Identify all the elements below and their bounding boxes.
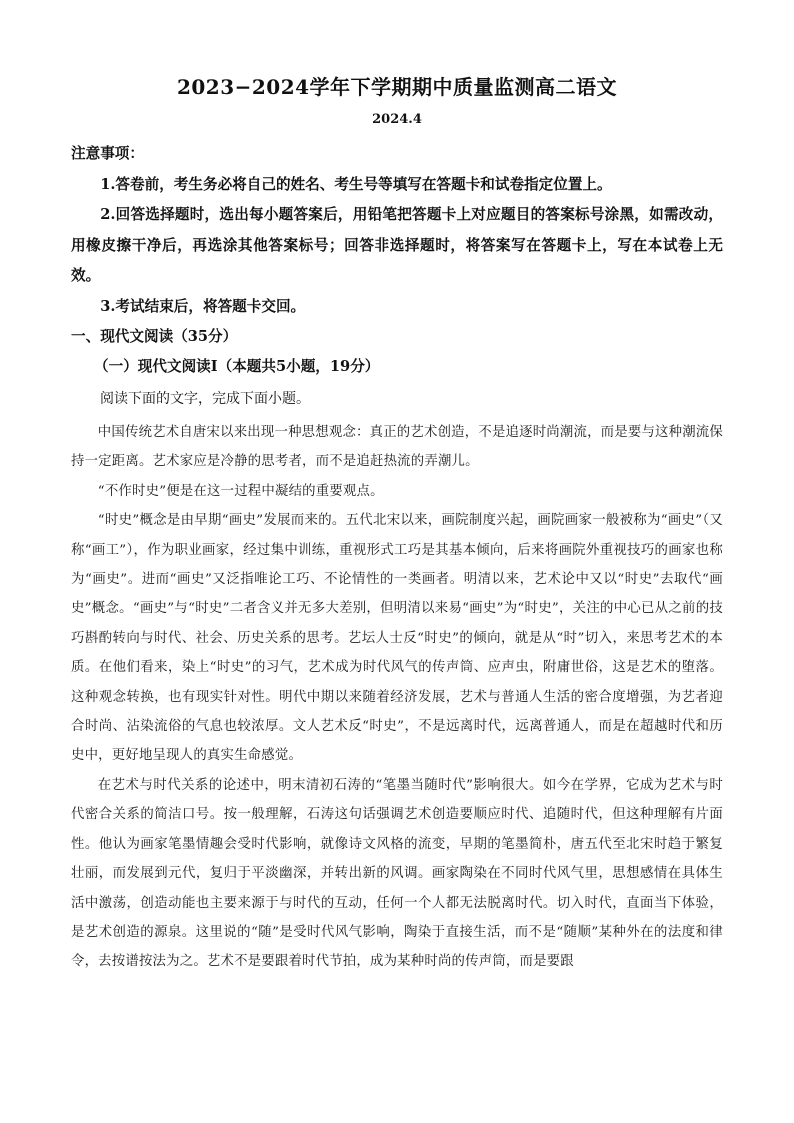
- notice-item: 2.回答选择题时，选出每小题答案后，用铅笔把答题卡上对应题目的答案标号涂黑，如需改动，用橡皮擦干净后，再选涂其他答案标号；回答非选择题时，将答案写在答题卡上，写在本试卷上无效。: [71, 206, 723, 284]
- reading-instruction: 阅读下面的文字，完成下面小题。: [100, 391, 310, 407]
- page-title: 2023−2024学年下学期期中质量监测高二语文: [176, 75, 618, 99]
- exam-date: 2024.4: [372, 112, 422, 127]
- notice-item: 1.答卷前，考生务必将自己的姓名、考生号等填写在答题卡和试卷指定位置上。: [100, 175, 612, 193]
- section-title: 一、现代文阅读（35分）: [71, 328, 238, 345]
- notice-item: 3.考试结束后，将答题卡交回。: [100, 297, 306, 315]
- subsection-title: （一）现代文阅读Ⅰ（本题共5小题，19分）: [94, 358, 380, 375]
- notice-block: [71, 139, 723, 322]
- passage-paragraph: “时史”概念是由早期“画史”发展而来的。五代北宋以来，画院制度兴起，画院画家一般被称为“画史”（又称“画工”），作为职业画家，经过集中训练，重视形式工巧是其基本倾向，后来将画院外重视技巧的画家也称为“画史”。进而“画史”又泛指唯论工巧、不论情性的一类画者。明清以来，艺术论中又以“时史”去取代“画史”概念。“画史”与“时史”二者含义并无多大差别，但明清以来易“画史”为“时史”，关注的中心已从之前的技巧斟酌转向与时代、社会、历史关系的思考。艺坛人士反“时史”的倾向，就是从“时”切入，来思考艺术的本质。在他们看来，染上“时史”的习气，艺术成为时代风气的传声筒、应声虫，附庸世俗，这是艺术的堕落。这种观念转换，也有现实针对性。明代中期以来随着经济发展，艺术与普通人生活的密合度增强，为艺者迎合时尚、沾染流俗的气息也较浓厚。文人艺术反“时史”，不是远离时代，远离普通人，而是在超越时代和历史中，更好地呈现人的真实生命感觉。: [71, 513, 723, 764]
- notice-heading: 注意事项：: [71, 145, 144, 162]
- passage-paragraph: “不作时史”便是在这一过程中凝结的重要观点。: [97, 483, 384, 499]
- reading-passage: [71, 418, 723, 977]
- passage-paragraph: 在艺术与时代关系的论述中，明末清初石涛的“笔墨当随时代”影响很大。如今在学界，它成为艺术与时代密合关系的简洁口号。按一般理解，石涛这句话强调艺术创造要顺应时代、追随时代，但这种理解有片面性。他认为画家笔墨情趣会受时代影响，就像诗文风格的流变，早期的笔墨简朴，唐五代至北宋时趋于繁复壮丽，而发展到元代，复归于平淡幽深，并转出新的风调。画家陶染在不同时代风气里，思想感情在具体生活中激荡，创造动能也主要来源于与时代的互动，任何一个人都无法脱离时代。切入时代，直面当下体验，是艺术创造的源泉。这里说的“随”是受时代风气影响，陶染于直接生活，而不是“随顺”某种外在的法度和律令，去按谱按法为之。艺术不是要跟着时代节拍，成为某种时尚的传声筒，而是要跟: [71, 777, 723, 970]
- passage-paragraph: 中国传统艺术自唐宋以来出现一种思想观念：真正的艺术创造，不是追逐时尚潮流，而是要与这种潮流保持一定距离。艺术家应是冷静的思考者，而不是追赶热流的弄潮儿。: [71, 425, 723, 470]
